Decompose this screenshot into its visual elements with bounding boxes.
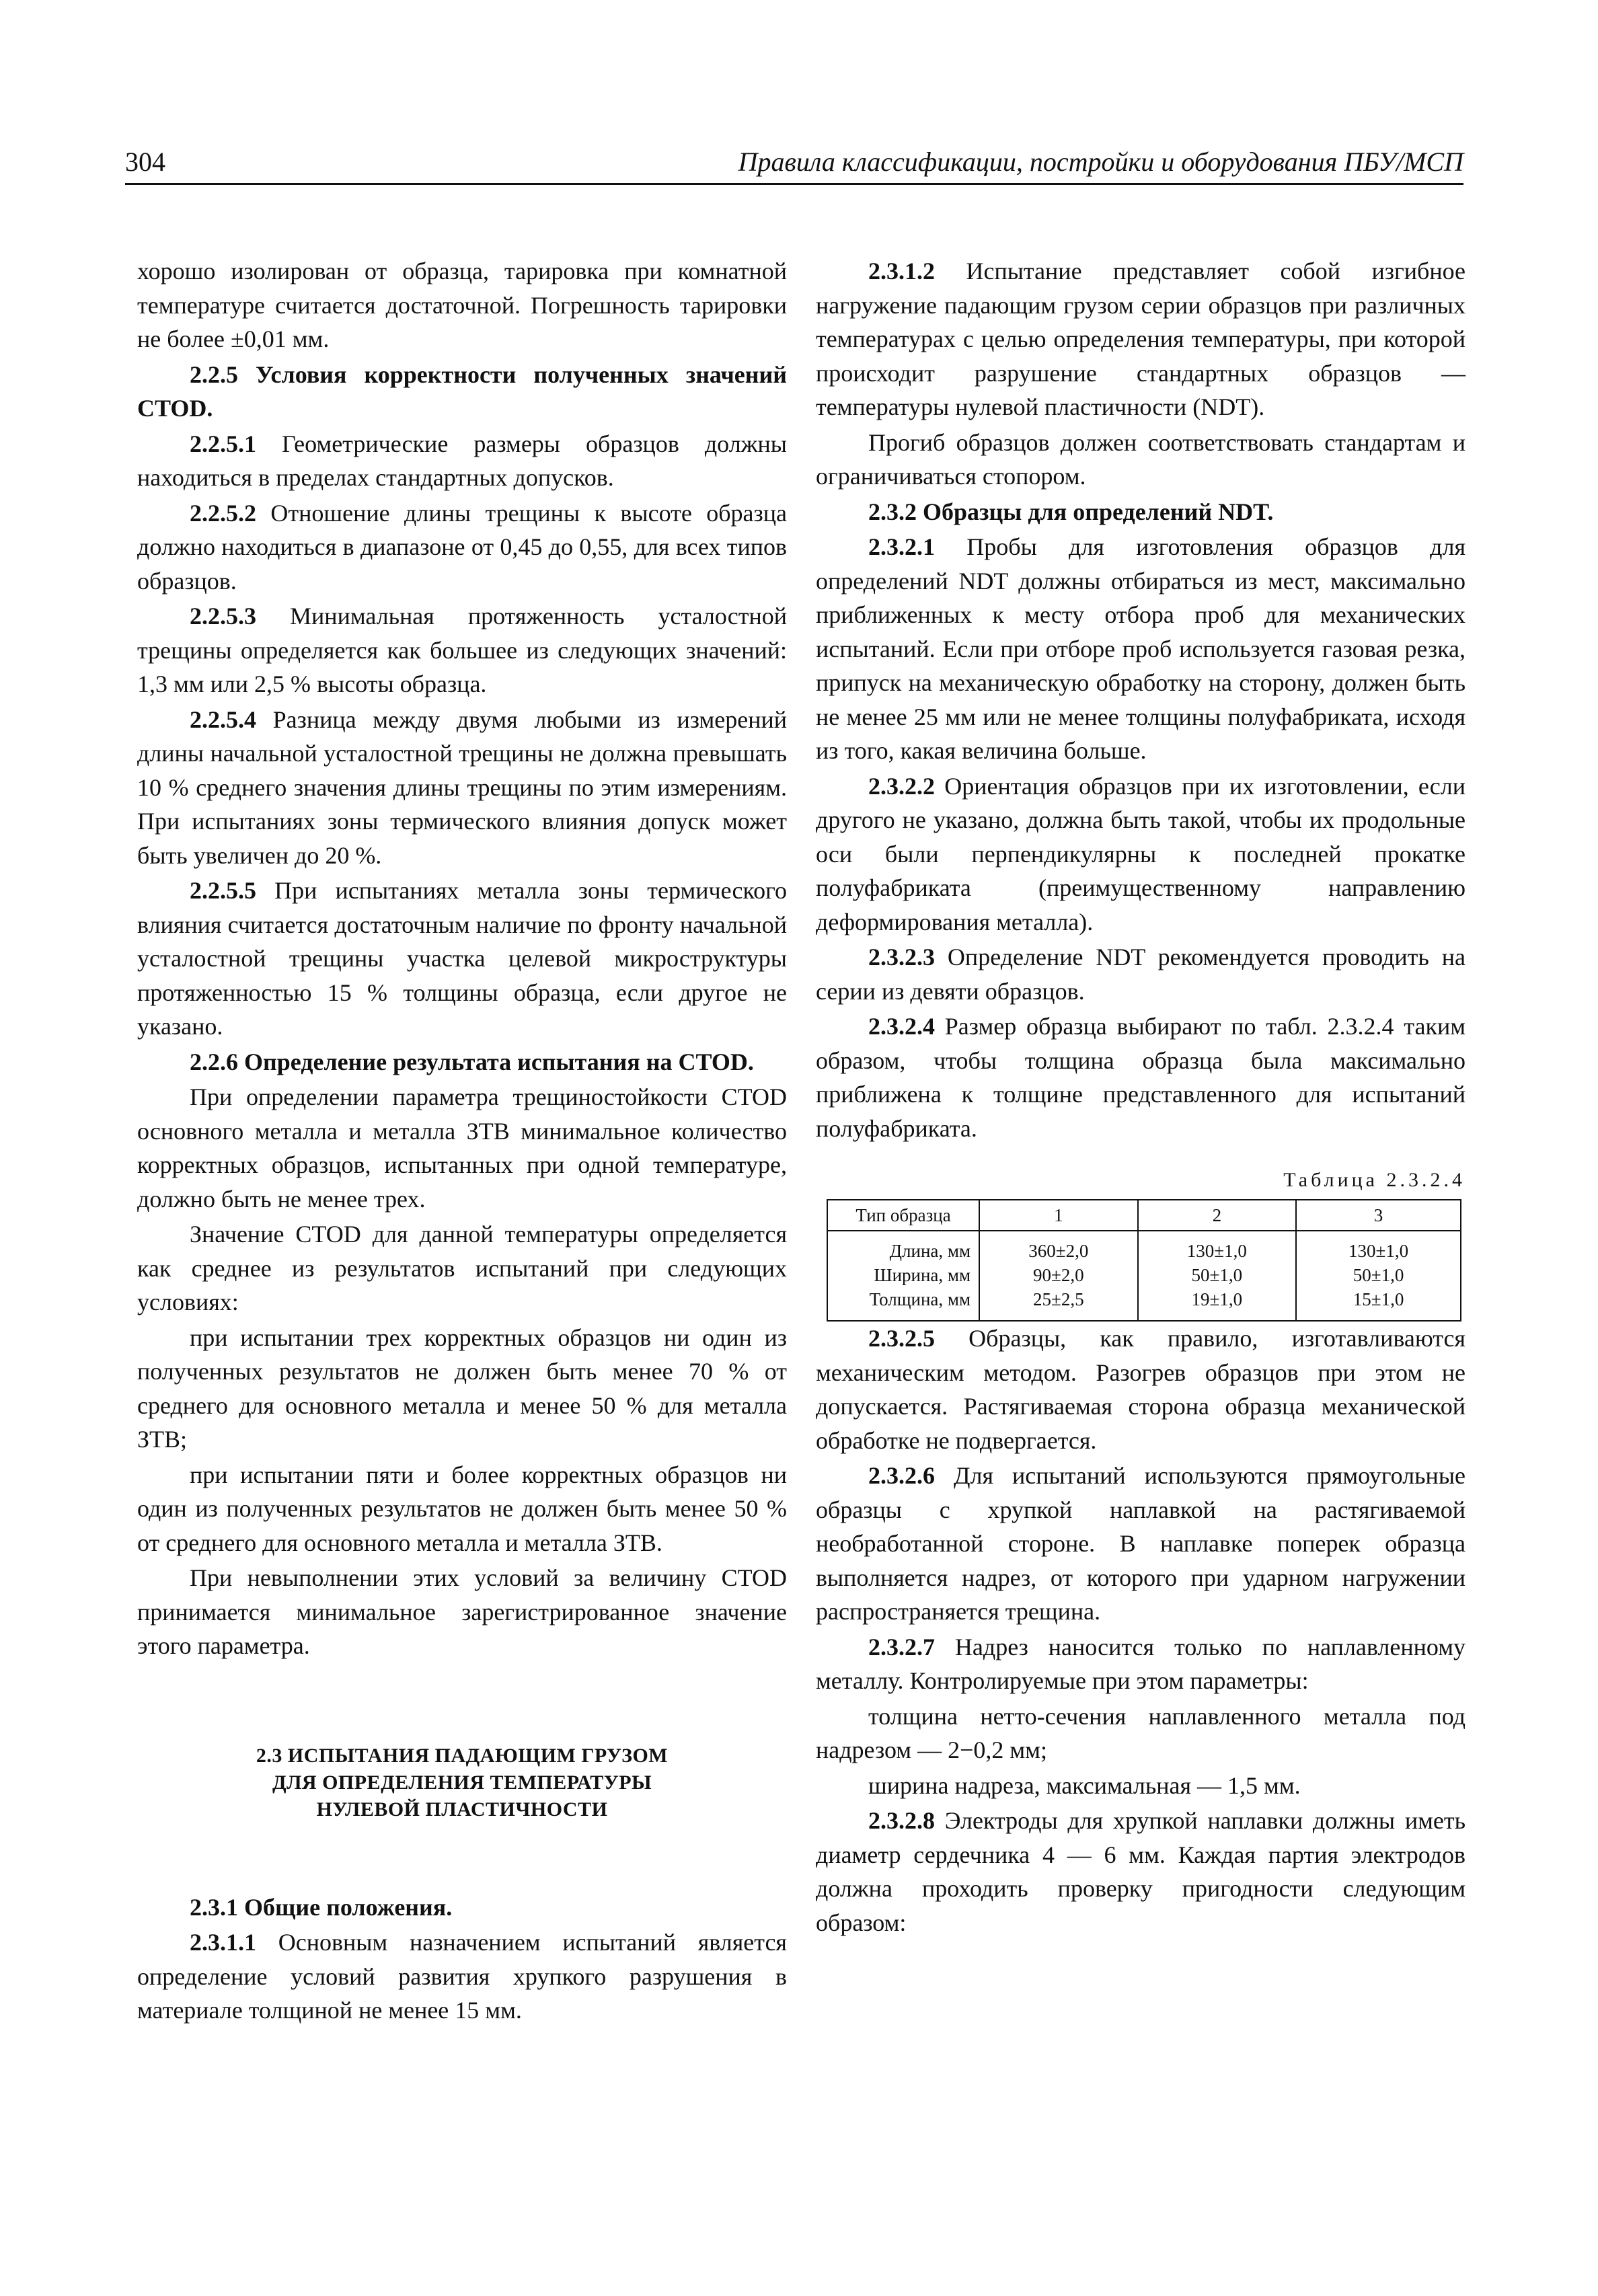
row-label: Ширина, мм	[874, 1265, 971, 1285]
running-title: Правила классификации, постройки и оборудования ПБУ/МСП	[738, 147, 1463, 177]
paragraph-2-3-2-4	[816, 1009, 1466, 1145]
paragraph-text: Испытание представляет собой изгибное нагружение падающим грузом серии образцов при различных температурах с целью определения температуры, при которой происходит разрушение стандартных образцов — температуры нулевой пластичности (NDT).	[816, 258, 1466, 420]
section-heading-line: НУЛЕВОЙ ПЛАСТИЧНОСТИ	[316, 1798, 608, 1821]
paragraph-2-3-2-5	[816, 1322, 1466, 1457]
section-heading-line: ДЛЯ ОПРЕДЕЛЕНИЯ ТЕМПЕРАТУРЫ	[272, 1771, 652, 1794]
cell-value: 15±1,0	[1353, 1289, 1404, 1309]
specimen-size-table	[827, 1199, 1461, 1322]
paragraph-2-3-1-1	[137, 1925, 787, 2028]
paragraph-2-3-2-8	[816, 1804, 1466, 1940]
item-number: 2.2.5.3	[190, 603, 256, 629]
paragraph-text: Минимальная протяженность усталостной трещины определяется как большее из следующих значений: 1,3 мм или 2,5 % высоты образца.	[137, 603, 787, 697]
cell-value: 130±1,0	[1186, 1241, 1247, 1261]
cell-value: 19±1,0	[1191, 1289, 1243, 1309]
paragraph: При определении параметра трещиностойкости CTOD основного металла и металла ЗТВ минимальное количество корректных образцов, испытанных при одной температуре, должно быть не менее трех.	[137, 1083, 787, 1213]
paragraph-2-3-2-2	[816, 769, 1466, 940]
page-number: 304	[125, 147, 165, 177]
paragraph: При невыполнении этих условий за величину CTOD принимается минимальное зарегистрированное значение этого параметра.	[137, 1564, 787, 1659]
row-label: Длина, мм	[889, 1241, 971, 1261]
paragraph-text: Для испытаний используются прямоугольные образцы с хрупкой наплавкой на растягиваемой необработанной стороне. В наплавке поперек образца выполняется надрез, от которого при ударном нагружении распространяется трещина.	[816, 1462, 1466, 1625]
paragraph-text: Ориентация образцов при их изготовлении, если другого не указано, должна быть такой, чтобы их продольные оси были перпендикулярны к последней прокатке полуфабриката (преимущественному направлению деформирования металла).	[816, 772, 1466, 935]
cell-value: 50±1,0	[1191, 1265, 1243, 1285]
cell-value: 130±1,0	[1348, 1241, 1409, 1261]
paragraph: при испытании трех корректных образцов ни один из полученных результатов не должен быть менее 70 % от среднего для основного металла и менее 50 % для металла ЗТВ;	[137, 1324, 787, 1453]
row-label: Толщина, мм	[869, 1289, 971, 1309]
item-number: 2.3.1.1	[190, 1929, 256, 1956]
table-row	[827, 1231, 1461, 1321]
paragraph-text: Образцы, как правило, изготавливаются механическим методом. Разогрев образцов при этом не допускается. Растягиваемая сторона образца механической обработке не подвергается.	[816, 1325, 1466, 1454]
paragraph-2-2-5-2	[137, 496, 787, 599]
item-number: 2.2.5.2	[190, 499, 256, 527]
paragraph-text: Пробы для изготовления образцов для определений NDT должны отбираться из мест, максимально приближенных к месту отбора проб для механических испытаний. Если при отборе проб используется газовая резка, припуск на механическую обработку на сторону, должен быть не менее 25 мм или не менее толщины полуфабриката, исходя из того, какая величина больше.	[816, 533, 1466, 764]
paragraph: Прогиб образцов должен соответствовать стандартам и ограничиваться стопором.	[816, 428, 1466, 490]
page-header	[125, 141, 1463, 185]
table-header-cell: 1	[979, 1200, 1138, 1231]
cell-value: 50±1,0	[1353, 1265, 1404, 1285]
cell-value: 90±2,0	[1033, 1265, 1084, 1285]
item-number: 2.3.2.4	[868, 1013, 935, 1040]
paragraph-text: Основным назначением испытаний является определение условий развития хрупкого разрушения в материале толщиной не менее 15 мм.	[137, 1929, 787, 2024]
table-header-row	[827, 1200, 1461, 1231]
paragraph-text: Геометрические размеры образцов должны находиться в пределах стандартных допусков.	[137, 430, 787, 491]
item-number: 2.2.5.4	[190, 705, 256, 733]
table-label-cell	[827, 1231, 979, 1321]
section-heading-2-3	[137, 1743, 787, 1823]
item-number: 2.2.5.1	[190, 430, 256, 457]
paragraph-2-3-2-7	[816, 1630, 1466, 1698]
paragraph-2-2-5-5	[137, 874, 787, 1044]
paragraph-2-3-2-3	[816, 940, 1466, 1008]
paragraph-text: Определение NDT рекомендуется проводить на серии из девяти образцов.	[816, 944, 1466, 1005]
paragraph-text: Размер образца выбирают по табл. 2.3.2.4 таким образом, чтобы толщина образца была максимально приближена к толщине представленного для испытаний полуфабриката.	[816, 1013, 1466, 1142]
subsection-heading-2-3-2: 2.3.2 Образцы для определений NDT.	[868, 498, 1274, 525]
paragraph-text: Отношение длины трещины к высоте образца должно находиться в диапазоне от 0,45 до 0,55, для всех типов образцов.	[137, 499, 787, 595]
cell-value: 360±2,0	[1028, 1241, 1089, 1261]
paragraph: при испытании пяти и более корректных образцов ни один из полученных результатов не должен быть менее 50 % от среднего для основного металла и металла ЗТВ.	[137, 1461, 787, 1556]
item-number: 2.3.2.3	[868, 944, 935, 970]
subsection-heading-2-2-6: 2.2.6 Определение результата испытания на CTOD.	[190, 1048, 754, 1075]
left-column	[137, 254, 787, 2028]
item-number: 2.3.2.5	[868, 1325, 935, 1352]
paragraph: хорошо изолирован от образца, тарировка при комнатной температуре считается достаточной. Погрешность тарировки не более ±0,01 мм.	[137, 258, 787, 352]
table-header-cell: Тип образца	[827, 1200, 979, 1231]
cell-value: 25±2,5	[1033, 1289, 1084, 1309]
table-header-cell: 3	[1296, 1200, 1461, 1231]
section-heading-line: 2.3 ИСПЫТАНИЯ ПАДАЮЩИМ ГРУЗОМ	[256, 1744, 669, 1767]
paragraph-2-2-5-1	[137, 427, 787, 495]
table-header-cell: 2	[1138, 1200, 1297, 1231]
table-caption: Таблица 2.3.2.4	[1283, 1169, 1466, 1191]
paragraph-2-3-1-2	[816, 254, 1466, 424]
table-cell-type-2	[1138, 1231, 1297, 1321]
table-cell-type-3	[1296, 1231, 1461, 1321]
paragraph-2-2-5-4	[137, 703, 787, 873]
paragraph-2-2-5-3	[137, 599, 787, 701]
paragraph-text: Надрез наносится только по наплавленному металлу. Контролируемые при этом параметры:	[816, 1633, 1466, 1694]
item-number: 2.3.2.8	[868, 1807, 935, 1834]
paragraph-text: При испытаниях металла зоны термического влияния считается достаточным наличие по фронту начальной усталостной трещины участка целевой микроструктуры протяженностью 15 % толщины образца, если другое не указано.	[137, 877, 787, 1040]
paragraph-2-3-2-6	[816, 1459, 1466, 1629]
item-number: 2.3.2.2	[868, 772, 935, 800]
paragraph: Значение CTOD для данной температуры определяется как среднее из результатов испытаний при следующих условиях:	[137, 1221, 787, 1315]
subsection-heading-2-2-5: 2.2.5 Условия корректности полученных значений CTOD.	[137, 360, 787, 422]
item-number: 2.3.1.2	[868, 258, 935, 284]
item-number: 2.3.2.6	[868, 1462, 935, 1489]
paragraph: толщина нетто-сечения наплавленного металла под надрезом — 2−0,2 мм;	[816, 1702, 1466, 1763]
right-column	[816, 254, 1466, 1940]
paragraph-text: Электроды для хрупкой наплавки должны иметь диаметр сердечника 4 — 6 мм. Каждая партия электродов должна проходить проверку пригодности следующим образом:	[816, 1807, 1466, 1936]
item-number: 2.2.5.5	[190, 877, 256, 904]
table-cell-type-1	[979, 1231, 1138, 1321]
item-number: 2.3.2.1	[868, 533, 935, 560]
paragraph: ширина надреза, максимальная — 1,5 мм.	[868, 1771, 1301, 1799]
paragraph-text: Разница между двумя любыми из измерений длины начальной усталостной трещины не должна превышать 10 % среднего значения длины трещины по этим измерениям. При испытаниях зоны термического влияния допуск может быть увеличен до 20 %.	[137, 705, 787, 869]
item-number: 2.3.2.7	[868, 1633, 935, 1660]
subsection-heading-2-3-1: 2.3.1 Общие положения.	[190, 1893, 453, 1921]
paragraph-2-3-2-1	[816, 530, 1466, 768]
